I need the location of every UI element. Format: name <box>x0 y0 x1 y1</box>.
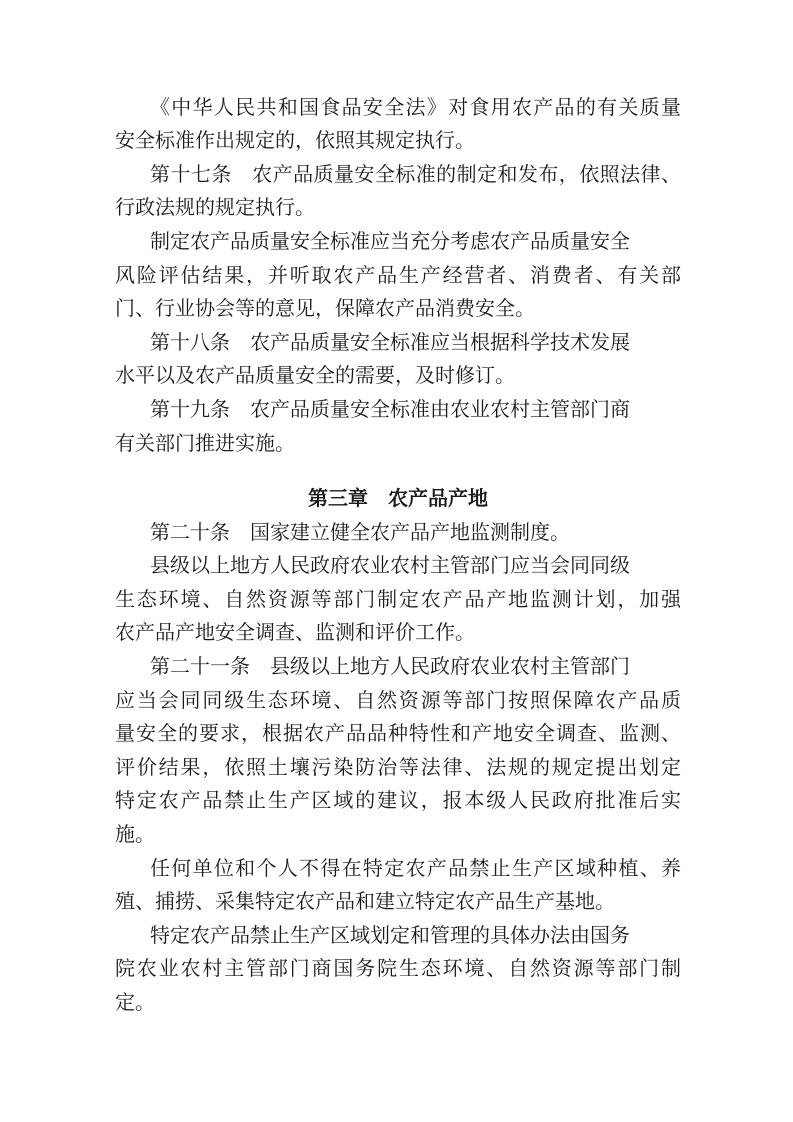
paragraph-line: 安全标准作出规定的，依照其规定执行。 <box>115 128 475 152</box>
paragraph-line: 《中华人民共和国食品安全法》对食用农产品的有关质量 <box>150 95 681 119</box>
article-21-line: 第二十一条 县级以上地方人民政府农业农村主管部门 <box>150 654 630 678</box>
paragraph-line: 有关部门推进实施。 <box>115 431 295 455</box>
paragraph-line: 县级以上地方人民政府农业农村主管部门应当会同同级 <box>150 553 630 577</box>
paragraph-line: 量安全的要求，根据农产品品种特性和产地安全调查、监测、 <box>115 721 681 745</box>
chapter-heading: 第三章 农产品产地 <box>308 486 488 510</box>
paragraph-line: 农产品产地安全调查、监测和评价工作。 <box>115 620 475 644</box>
paragraph-line: 水平以及农产品质量安全的需要，及时修订。 <box>115 363 515 387</box>
article-18-line: 第十八条 农产品质量安全标准应当根据科学技术发展 <box>150 330 630 354</box>
paragraph-line: 任何单位和个人不得在特定农产品禁止生产区域种植、养 <box>150 856 681 880</box>
article-19-line: 第十九条 农产品质量安全标准由农业农村主管部门商 <box>150 397 630 421</box>
paragraph-line: 制定农产品质量安全标准应当充分考虑农产品质量安全 <box>150 229 630 253</box>
paragraph-line: 院农业农村主管部门商国务院生态环境、自然资源等部门制 <box>115 956 681 980</box>
paragraph-line: 评价结果，依照土壤污染防治等法律、法规的规定提出划定 <box>115 755 681 779</box>
paragraph-line: 生态环境、自然资源等部门制定农产品产地监测计划，加强 <box>115 587 681 611</box>
paragraph-line: 应当会同同级生态环境、自然资源等部门按照保障农产品质 <box>115 688 681 712</box>
paragraph-line: 行政法规的规定执行。 <box>115 195 315 219</box>
paragraph-line: 定。 <box>115 990 155 1014</box>
article-17-line: 第十七条 农产品质量安全标准的制定和发布，依照法律、 <box>150 162 681 186</box>
paragraph-line: 施。 <box>115 822 155 846</box>
paragraph-line: 殖、捕捞、采集特定农产品和建立特定农产品生产基地。 <box>115 889 615 913</box>
paragraph-line: 风险评估结果，并听取农产品生产经营者、消费者、有关部 <box>115 263 681 287</box>
paragraph-line: 特定农产品禁止生产区域的建议，报本级人民政府批准后实 <box>115 788 681 812</box>
article-20-line: 第二十条 国家建立健全农产品产地监测制度。 <box>150 520 570 544</box>
paragraph-line: 门、行业协会等的意见，保障农产品消费安全。 <box>115 296 535 320</box>
paragraph-line: 特定农产品禁止生产区域划定和管理的具体办法由国务 <box>150 923 630 947</box>
